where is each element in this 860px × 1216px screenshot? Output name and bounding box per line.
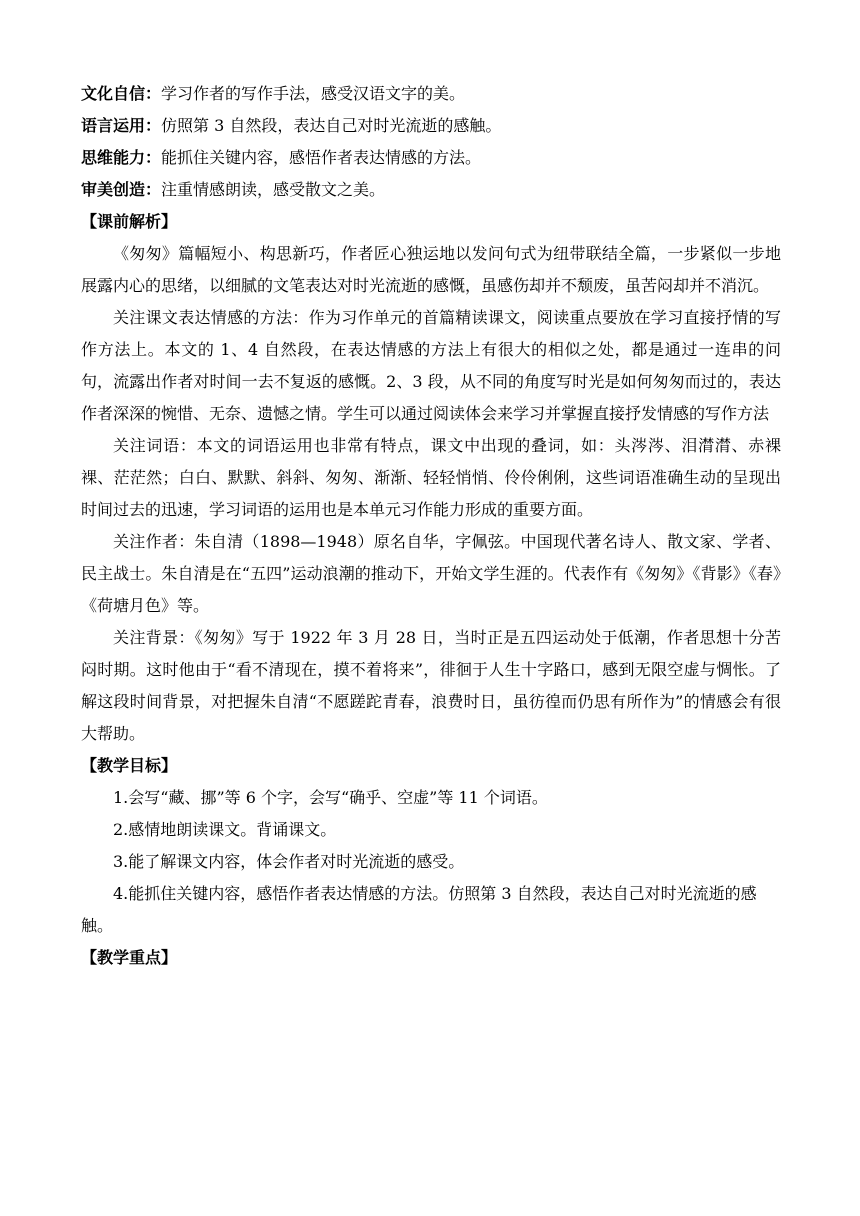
core-goal-text: 注重情感朗读，感受散文之美。 [161,180,386,199]
goal-item-1: 1.会写“藏、挪”等 6 个字，会写“确乎、空虚”等 11 个词语。 [113,788,548,807]
preview-paragraph-intro: 《匆匆》篇幅短小、构思新巧，作者匠心独运地以发问句式为纽带联结全篇，一步紧似一步地展露内心的思绪，以细腻的文笔表达对时光流逝的感慨，虽感伤却并不颓废，虽苦闷却并不消沉。 [81,244,781,295]
document-page [81,78,781,974]
preview-paragraph-author: 关注作者：朱自清（1898—1948）原名自华，字佩弦。中国现代著名诗人、散文家、学者、民主战士。朱自清是在“五四”运动浪潮的推动下，开始文学生涯的。代表作有《匆匆》《背影》《春》《荷塘月色》等。 [81,532,781,615]
core-goal-text: 能抓住关键内容，感悟作者表达情感的方法。 [161,148,482,167]
core-goal-key: 审美创造 [81,180,146,199]
section-heading-goals: 【教学目标】 [81,756,178,775]
preview-paragraph-words: 关注词语：本文的词语运用也非常有特点，课文中出现的叠词，如：头涔涔、泪潸潸、赤裸裸、茫茫然；白白、默默、斜斜、匆匆、渐渐、轻轻悄悄、伶伶俐俐，这些词语准确生动的呈现出时间过去的迅速，学习词语的运用也是本单元习作能力形成的重要方面。 [81,436,781,519]
core-goal-key: 文化自信 [81,84,146,103]
core-goal-culture: 文化自信：学习作者的写作手法，感受汉语文字的美。 [81,84,466,103]
core-goal-text: 学习作者的写作手法，感受汉语文字的美。 [161,84,466,103]
section-heading-key-points: 【教学重点】 [81,948,178,967]
core-goal-key: 思维能力 [81,148,146,167]
preview-paragraph-background: 关注背景：《匆匆》写于 1922 年 3 月 28 日，当时正是五四运动处于低潮，作者思想十分苦闷时期。这时他由于“看不清现在，摸不着将来”，徘徊于人生十字路口，感到无限空虚与惆怅。了解这段时间背景，对把握朱自清“不愿蹉跎青春，浪费时日，虽彷徨而仍思有所作为”的情感会有很大帮助。 [81,628,781,743]
core-goal-thinking: 思维能力：能抓住关键内容，感悟作者表达情感的方法。 [81,148,482,167]
goal-item-2: 2.感情地朗读课文。背诵课文。 [113,820,337,839]
core-goal-aesthetic: 审美创造：注重情感朗读，感受散文之美。 [81,180,386,199]
core-goal-language: 语言运用：仿照第 3 自然段，表达自己对时光流逝的感触。 [81,116,502,135]
goal-item-4: 4.能抓住关键内容，感悟作者表达情感的方法。仿照第 3 自然段，表达自己对时光流逝的感触。 [81,884,757,935]
preview-paragraph-method: 关注课文表达情感的方法：作为习作单元的首篇精读课文，阅读重点要放在学习直接抒情的写作方法上。本文的 1、4 自然段，在表达情感的方法上有很大的相似之处，都是通过一连串的问句，流露出作者对时间一去不复返的感慨。2、3 段，从不同的角度写时光是如何匆匆而过的，表达作者深深的惋惜、无奈、遗憾之情。学生可以通过阅读体会来学习并掌握直接抒发情感的写作方法 [81,308,781,423]
core-goal-text: 仿照第 3 自然段，表达自己对时光流逝的感触。 [161,116,502,135]
goal-item-3: 3.能了解课文内容，体会作者对时光流逝的感受。 [113,852,465,871]
section-heading-preview: 【课前解析】 [81,212,178,231]
core-goal-key: 语言运用 [81,116,146,135]
